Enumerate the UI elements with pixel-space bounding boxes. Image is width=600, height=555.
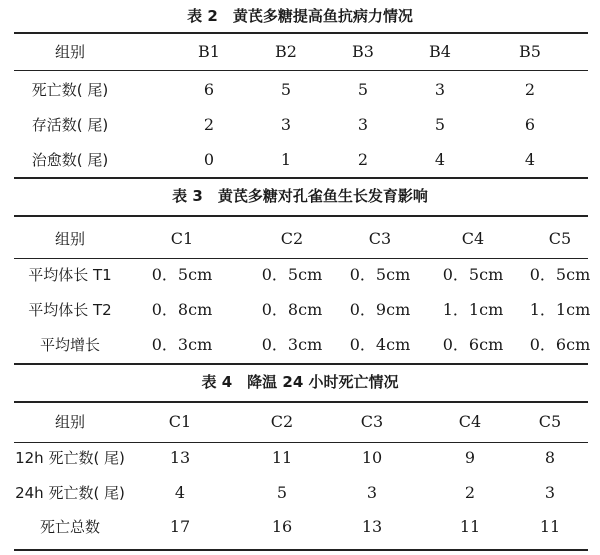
- table-3-cell: 0．9cm: [349, 300, 411, 319]
- table-3-header-cell: C2: [280, 229, 304, 248]
- table-4-cell: 11: [271, 448, 293, 467]
- table-3-cell: 0．3cm: [151, 335, 213, 354]
- table-4-cell: 3: [544, 483, 556, 502]
- table-3-cell: 0．5cm: [349, 265, 411, 284]
- table-2-cell: 3: [434, 80, 446, 99]
- table-4-header-cell: 组别: [54, 413, 85, 431]
- table-2-cell: 4: [524, 150, 536, 169]
- table-4-header-cell: C2: [270, 412, 294, 431]
- table-3-row-label: 平均体长 T2: [28, 301, 112, 319]
- table-2-cell: 5: [357, 80, 369, 99]
- table-4-cell: 17: [169, 517, 191, 536]
- table-4-cell: 5: [276, 483, 288, 502]
- table-3-cell: 0．8cm: [261, 300, 323, 319]
- table-3-bottom-rule: [14, 363, 588, 365]
- table-3-cell: 1．1cm: [442, 300, 504, 319]
- table-2-row-label: 存活数( 尾): [31, 116, 109, 134]
- table-2-header-cell: B2: [275, 42, 297, 61]
- table-3-cell: 0．5cm: [151, 265, 213, 284]
- table-4-header-cell: C5: [538, 412, 562, 431]
- table-4-cell: 10: [361, 448, 383, 467]
- table-3-cell: 0．6cm: [442, 335, 504, 354]
- table-3-row-label: 平均增长: [39, 336, 100, 354]
- table-4-header-cell: C1: [168, 412, 192, 431]
- table-2-bottom-rule: [14, 177, 588, 179]
- table-2-cell: 3: [280, 115, 292, 134]
- table-2-cell: 2: [524, 80, 536, 99]
- table-4-cell: 13: [361, 517, 383, 536]
- table-2-cell: 4: [434, 150, 446, 169]
- table-4-row-label: 死亡总数: [39, 518, 100, 536]
- table-4-caption: 表 4 降温 24 小时死亡情况: [201, 373, 399, 391]
- table-4-cell: 8: [544, 448, 556, 467]
- table-3-cell: 0．6cm: [529, 335, 591, 354]
- table-3-caption: 表 3 黄芪多糖对孔雀鱼生长发育影响: [172, 187, 428, 205]
- table-2-cell: 5: [434, 115, 446, 134]
- table-3-header-cell: C1: [170, 229, 194, 248]
- table-4-row-label: 24h 死亡数( 尾): [15, 484, 125, 502]
- table-3-cell: 0．5cm: [442, 265, 504, 284]
- table-2-cell: 0: [203, 150, 215, 169]
- table-2-row-label: 治愈数( 尾): [31, 151, 109, 169]
- table-2-header-rule: [14, 70, 588, 71]
- table-3-cell: 1．1cm: [529, 300, 591, 319]
- table-2-header-cell: B4: [429, 42, 451, 61]
- table-2-cell: 1: [280, 150, 292, 169]
- table-2-cell: 2: [357, 150, 369, 169]
- table-4-cell: 16: [271, 517, 293, 536]
- table-3-top-rule: [14, 215, 588, 217]
- table-4-cell: 11: [539, 517, 561, 536]
- table-2-row-label: 死亡数( 尾): [31, 81, 109, 99]
- table-4-cell: 9: [464, 448, 476, 467]
- table-4-cell: 4: [174, 483, 186, 502]
- table-2-cell: 6: [524, 115, 536, 134]
- table-4-header-rule: [14, 442, 588, 443]
- table-4-cell: 3: [366, 483, 378, 502]
- table-2-cell: 2: [203, 115, 215, 134]
- table-2-header-cell: B1: [198, 42, 220, 61]
- table-3-cell: 0．3cm: [261, 335, 323, 354]
- table-2-cell: 3: [357, 115, 369, 134]
- table-4-cell: 13: [169, 448, 191, 467]
- table-3-row-label: 平均体长 T1: [28, 266, 112, 284]
- table-2-cell: 5: [280, 80, 292, 99]
- table-4-header-cell: C4: [458, 412, 482, 431]
- table-4-bottom-rule: [14, 549, 588, 551]
- table-4-top-rule: [14, 401, 588, 403]
- table-3-header-cell: C3: [368, 229, 392, 248]
- table-4-cell: 11: [459, 517, 481, 536]
- table-4-header-cell: C3: [360, 412, 384, 431]
- table-4-row-label: 12h 死亡数( 尾): [15, 449, 125, 467]
- table-3-cell: 0．4cm: [349, 335, 411, 354]
- table-2-header-cell: B5: [519, 42, 541, 61]
- table-3-header-cell: C4: [461, 229, 485, 248]
- table-3-cell: 0．8cm: [151, 300, 213, 319]
- table-3-cell: 0．5cm: [529, 265, 591, 284]
- table-2-cell: 6: [203, 80, 215, 99]
- table-2-top-rule: [14, 32, 588, 34]
- table-3-header-cell: C5: [548, 229, 572, 248]
- table-4-cell: 2: [464, 483, 476, 502]
- table-3-header-rule: [14, 258, 588, 259]
- table-3-cell: 0．5cm: [261, 265, 323, 284]
- table-2-caption: 表 2 黄芪多糖提高鱼抗病力情况: [187, 7, 413, 25]
- table-3-header-cell: 组别: [54, 230, 85, 248]
- table-2-header-cell: 组别: [54, 43, 85, 61]
- table-2-header-cell: B3: [352, 42, 374, 61]
